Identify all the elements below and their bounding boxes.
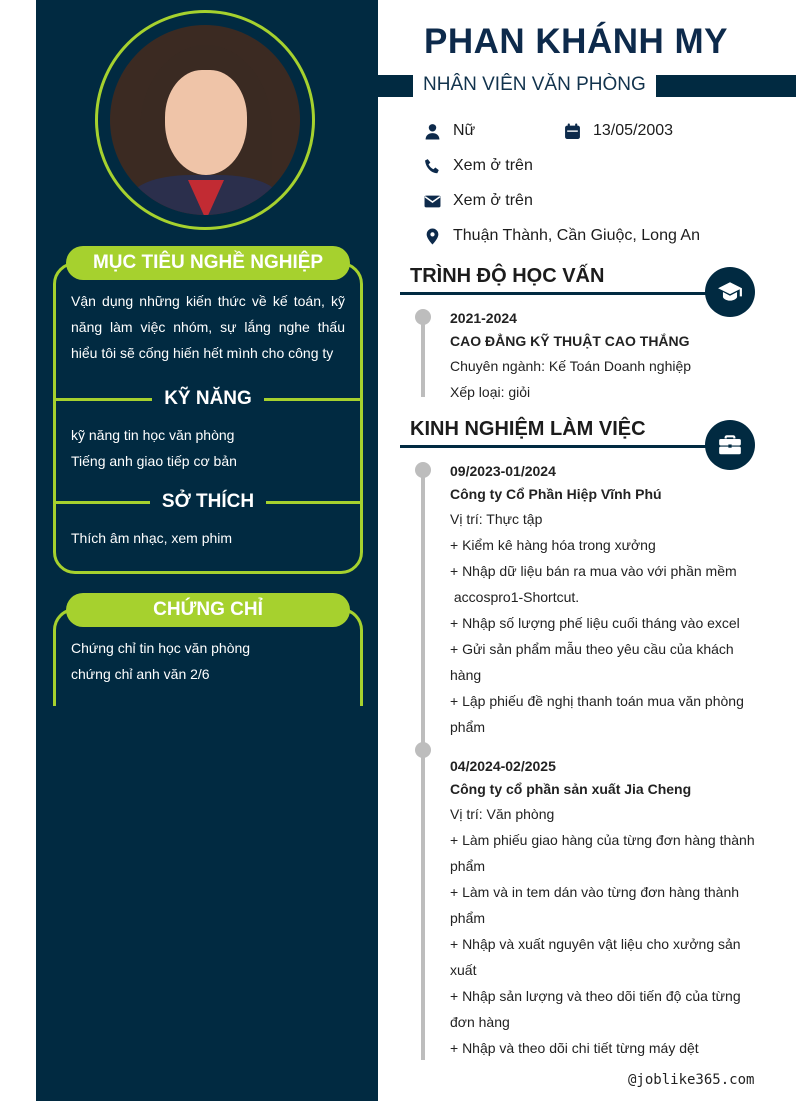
duty-line: hàng: [450, 667, 482, 683]
objective-heading: MỤC TIÊU NGHỀ NGHIỆP: [66, 246, 350, 280]
skills-heading: KỸ NĂNG: [56, 388, 360, 410]
position: Vị trí: Thực tập: [450, 511, 543, 527]
company-name: Công ty cổ phần sản xuất Jia Cheng: [450, 781, 692, 797]
avatar: [110, 25, 300, 215]
experience-date: 09/2023-01/2024: [450, 463, 556, 479]
duty-line: phẩm: [450, 719, 486, 735]
experience-entry: [450, 460, 744, 740]
watermark-url: @joblike365.com: [628, 1072, 755, 1088]
duty-line: + Làm phiếu giao hàng của từng đơn hàng thành: [450, 832, 755, 848]
timeline-dot: [415, 742, 431, 758]
skills-list: [71, 422, 237, 474]
duty-line: + Nhập và xuất nguyên vật liệu cho xưởng sản: [450, 936, 741, 952]
education-date: 2021-2024: [450, 310, 517, 326]
duty-line: + Nhập số lượng phế liệu cuối tháng vào excel: [450, 615, 740, 631]
duty-line: + Nhập dữ liệu bán ra mua vào với phần mềm: [450, 563, 737, 579]
timeline-dot: [415, 309, 431, 325]
duty-line: + Làm và in tem dán vào từng đơn hàng thành: [450, 884, 740, 900]
duty-line: xuất: [450, 962, 477, 978]
certificates-heading: CHỨNG CHỈ: [66, 593, 350, 627]
position: Vị trí: Văn phòng: [450, 806, 555, 822]
section-divider: [400, 292, 742, 295]
email-item: Xem ở trên: [424, 192, 533, 210]
hobbies-heading: SỞ THÍCH: [56, 491, 360, 513]
experience-heading: KINH NGHIỆM LÀM VIỆC: [410, 418, 646, 440]
education-major: Chuyên ngành: Kế Toán Doanh nghiệp: [450, 358, 692, 374]
company-name: Công ty Cổ Phần Hiệp Vĩnh Phú: [450, 486, 662, 502]
person-icon: [424, 123, 441, 140]
envelope-icon: [424, 193, 441, 210]
experience-timeline: [421, 470, 425, 1060]
list-item: kỹ năng tin học văn phòng: [71, 427, 235, 443]
address-item: Thuận Thành, Cần Giuộc, Long An: [424, 227, 700, 245]
map-pin-icon: [424, 228, 441, 245]
experience-date: 04/2024-02/2025: [450, 758, 556, 774]
duty-line: + Kiểm kê hàng hóa trong xưởng: [450, 537, 656, 553]
education-timeline: [421, 317, 425, 397]
section-divider: [400, 445, 742, 448]
duty-line: + Nhập sản lượng và theo dõi tiến độ của từng: [450, 988, 741, 1004]
hobbies-list: [71, 525, 232, 551]
duty-line: + Gửi sản phẩm mẫu theo yêu cầu của khách: [450, 641, 734, 657]
duty-line: accospro1-Shortcut.: [450, 589, 580, 605]
candidate-name: PHAN KHÁNH MY: [424, 22, 728, 61]
gender-item: Nữ: [424, 122, 475, 140]
education-badge: [705, 267, 755, 317]
phone-icon: [424, 158, 441, 175]
duty-line: + Nhập và theo dõi chi tiết từng máy dệt: [450, 1040, 699, 1056]
experience-entry: [450, 755, 755, 1061]
calendar-icon: [564, 123, 581, 140]
school-name: CAO ĐẲNG KỸ THUẬT CAO THẮNG: [450, 333, 690, 349]
list-item: chứng chỉ anh văn 2/6: [71, 666, 210, 682]
job-title: NHÂN VIÊN VĂN PHÒNG: [413, 70, 656, 100]
birthday-item: 13/05/2003: [564, 122, 673, 140]
list-item: Chứng chỉ tin học văn phòng: [71, 640, 251, 656]
phone-item: Xem ở trên: [424, 157, 533, 175]
duty-line: + Lập phiếu đề nghị thanh toán mua văn phòng: [450, 693, 744, 709]
timeline-dot: [415, 462, 431, 478]
education-grade: Xếp loại: giỏi: [450, 384, 531, 400]
list-item: Thích âm nhạc, xem phim: [71, 530, 233, 546]
education-heading: TRÌNH ĐỘ HỌC VẤN: [410, 265, 605, 287]
certificates-list: [71, 635, 250, 687]
objective-text: Vận dụng những kiến thức về kế toán, kỹ năng làm việc nhóm, sự lắng nghe thấu hiểu tôi sẽ cống hiến hết mình cho công ty: [71, 293, 345, 361]
list-item: Tiếng anh giao tiếp cơ bản: [71, 453, 237, 469]
briefcase-icon: [717, 432, 743, 458]
education-entry: [450, 307, 691, 405]
duty-line: phẩm: [450, 858, 486, 874]
duty-line: phẩm: [450, 910, 486, 926]
duty-line: đơn hàng: [450, 1014, 510, 1030]
graduation-cap-icon: [717, 279, 743, 305]
